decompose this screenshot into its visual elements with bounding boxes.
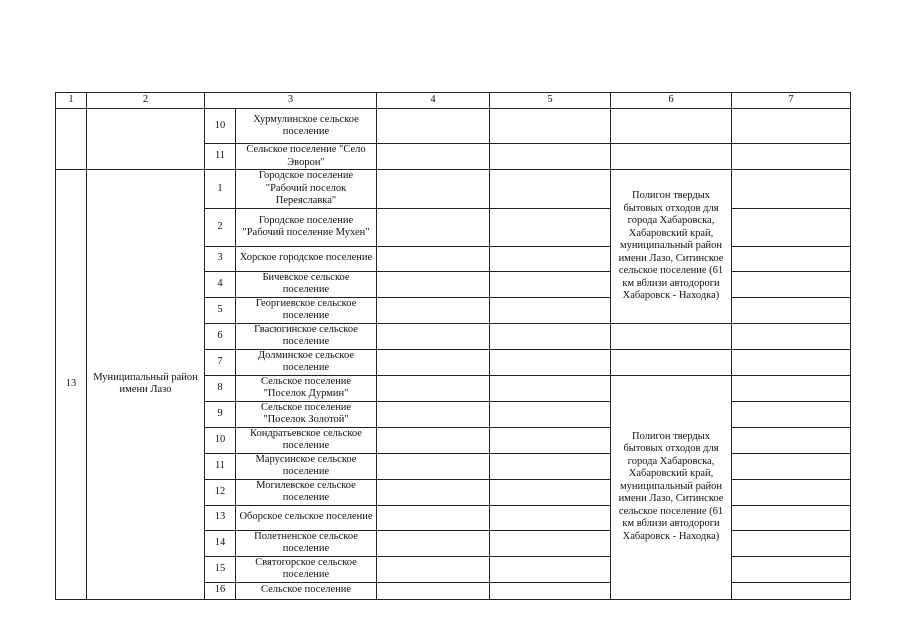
settlement-name: Кондратьевское сельское поселение — [236, 427, 377, 453]
empty-cell — [490, 427, 611, 453]
empty-cell — [377, 556, 490, 582]
settlement-name: Гвасюгинское сельское поселение — [236, 323, 377, 349]
header-cell-5: 5 — [490, 93, 611, 109]
empty-cell — [611, 109, 732, 144]
empty-cell — [732, 246, 851, 271]
table-row — [56, 170, 851, 209]
empty-cell — [732, 582, 851, 599]
empty-cell — [732, 401, 851, 427]
settlement-name: Святогорское сельское поселение — [236, 556, 377, 582]
settlement-name: Городское поселение "Рабочий поселение Мухен" — [236, 208, 377, 246]
empty-cell — [732, 453, 851, 479]
empty-cell — [56, 109, 87, 170]
empty-cell — [377, 349, 490, 375]
empty-cell — [377, 479, 490, 505]
empty-cell — [377, 505, 490, 530]
settlement-number: 15 — [205, 556, 236, 582]
settlement-name: Городское поселение "Рабочий поселок Переяславка" — [236, 170, 377, 209]
settlement-number: 6 — [205, 323, 236, 349]
empty-cell — [377, 582, 490, 599]
empty-cell — [490, 109, 611, 144]
settlement-number: 11 — [205, 453, 236, 479]
empty-cell — [732, 323, 851, 349]
settlement-name: Бичевское сельское поселение — [236, 271, 377, 297]
empty-cell — [377, 246, 490, 271]
empty-cell — [377, 323, 490, 349]
empty-cell — [732, 349, 851, 375]
empty-cell — [377, 144, 490, 170]
empty-cell — [490, 323, 611, 349]
empty-cell — [611, 323, 732, 349]
empty-cell — [377, 375, 490, 401]
empty-cell — [732, 505, 851, 530]
settlement-number: 3 — [205, 246, 236, 271]
settlement-number: 7 — [205, 349, 236, 375]
settlement-number: 2 — [205, 208, 236, 246]
empty-cell — [732, 208, 851, 246]
settlement-number: 10 — [205, 109, 236, 144]
empty-cell — [490, 170, 611, 209]
empty-cell — [732, 427, 851, 453]
settlement-name: Сельское поселение "Поселок Золотой" — [236, 401, 377, 427]
empty-cell — [87, 109, 205, 170]
settlement-name: Георгиевское сельское поселение — [236, 297, 377, 323]
settlement-name: Сельское поселение "Село Эворон" — [236, 144, 377, 170]
settlements-table — [55, 92, 851, 600]
district-name: Муниципальный район имени Лазо — [87, 170, 205, 600]
settlement-name: Сельское поселение "Поселок Дурмин" — [236, 375, 377, 401]
header-cell-6: 6 — [611, 93, 732, 109]
header-row — [56, 93, 851, 109]
landfill-description-bottom: Полигон твердых бытовых отходов для города Хабаровска, Хабаровский край, муниципальный район имени Лазо, Ситинское сельское поселение (61 км вблизи автодороги Хабаровск - Находка) — [611, 375, 732, 599]
settlement-name: Полетненское сельское поселение — [236, 530, 377, 556]
empty-cell — [377, 297, 490, 323]
header-cell-1: 1 — [56, 93, 87, 109]
empty-cell — [490, 144, 611, 170]
empty-cell — [732, 479, 851, 505]
empty-cell — [377, 271, 490, 297]
empty-cell — [490, 479, 611, 505]
empty-cell — [732, 375, 851, 401]
empty-cell — [490, 246, 611, 271]
settlement-name: Хорское городское поселение — [236, 246, 377, 271]
empty-cell — [732, 530, 851, 556]
settlement-number: 13 — [205, 505, 236, 530]
empty-cell — [732, 556, 851, 582]
settlement-number: 11 — [205, 144, 236, 170]
empty-cell — [377, 530, 490, 556]
empty-cell — [377, 427, 490, 453]
empty-cell — [490, 401, 611, 427]
settlement-name: Хурмулинское сельское поселение — [236, 109, 377, 144]
header-cell-7: 7 — [732, 93, 851, 109]
settlement-name: Марусинское сельское поселение — [236, 453, 377, 479]
empty-cell — [611, 144, 732, 170]
empty-cell — [490, 556, 611, 582]
empty-cell — [490, 530, 611, 556]
header-cell-3: 3 — [205, 93, 377, 109]
settlement-number: 5 — [205, 297, 236, 323]
empty-cell — [732, 271, 851, 297]
settlement-number: 8 — [205, 375, 236, 401]
empty-cell — [377, 401, 490, 427]
empty-cell — [490, 349, 611, 375]
header-cell-2: 2 — [87, 93, 205, 109]
empty-cell — [732, 144, 851, 170]
empty-cell — [732, 170, 851, 209]
empty-cell — [490, 453, 611, 479]
header-cell-4: 4 — [377, 93, 490, 109]
settlement-number: 12 — [205, 479, 236, 505]
empty-cell — [377, 208, 490, 246]
empty-cell — [732, 109, 851, 144]
table-row — [56, 109, 851, 144]
group-number: 13 — [56, 170, 87, 600]
settlement-name: Сельское поселение — [236, 582, 377, 599]
empty-cell — [377, 453, 490, 479]
empty-cell — [490, 375, 611, 401]
empty-cell — [490, 582, 611, 599]
settlement-name: Оборское сельское поселение — [236, 505, 377, 530]
empty-cell — [490, 208, 611, 246]
settlement-name: Могилевское сельское поселение — [236, 479, 377, 505]
empty-cell — [611, 349, 732, 375]
empty-cell — [377, 170, 490, 209]
empty-cell — [377, 109, 490, 144]
settlement-number: 16 — [205, 582, 236, 599]
settlement-number: 4 — [205, 271, 236, 297]
settlement-number: 9 — [205, 401, 236, 427]
landfill-description-top: Полигон твердых бытовых отходов для города Хабаровска, Хабаровский край, муниципальный район имени Лазо, Ситинское сельское поселение (61 км вблизи автодороги Хабаровск - Находка) — [611, 170, 732, 324]
empty-cell — [490, 297, 611, 323]
empty-cell — [732, 297, 851, 323]
empty-cell — [490, 505, 611, 530]
settlement-number: 10 — [205, 427, 236, 453]
settlement-number: 14 — [205, 530, 236, 556]
settlement-number: 1 — [205, 170, 236, 209]
settlement-name: Долминское сельское поселение — [236, 349, 377, 375]
empty-cell — [490, 271, 611, 297]
